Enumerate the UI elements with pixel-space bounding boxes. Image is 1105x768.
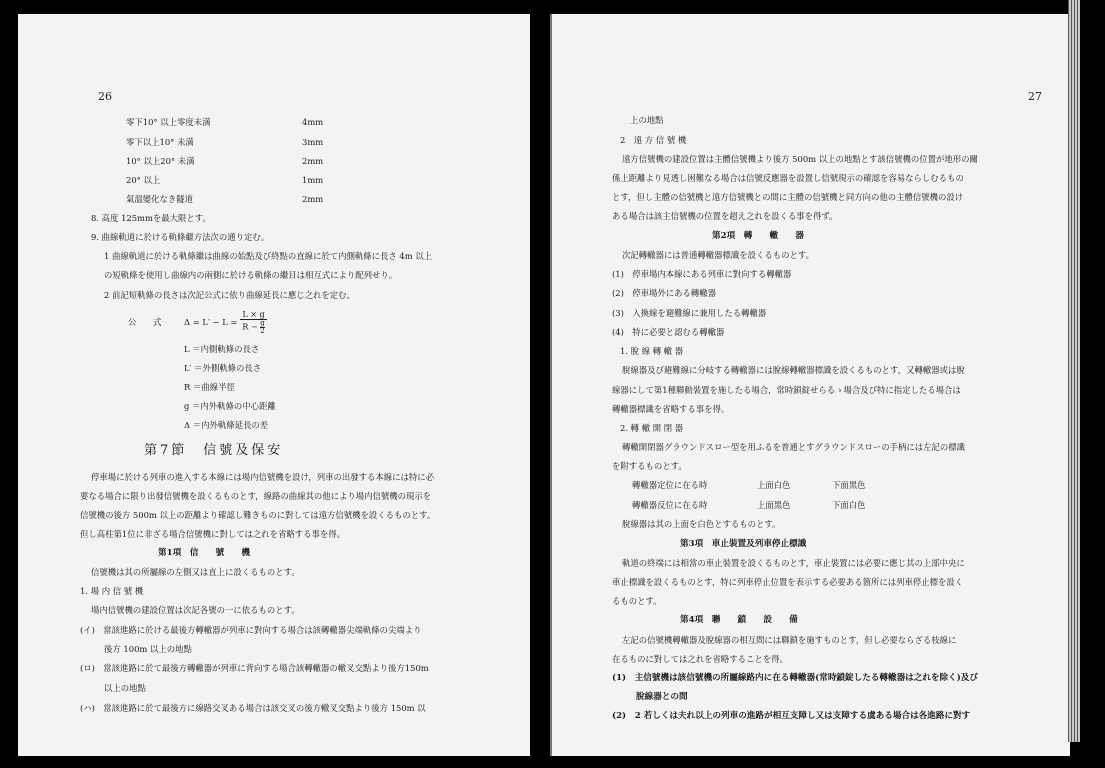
list-item: (ハ) 當該進路に於て最後方に線路交叉ある場合は該交叉の後方轍叉交點より後方 150m 以 [80,703,426,713]
item-9-2: 2 前記短軌條の長さは次記公式に依り曲線延長に應じ之れを定む。 [104,290,355,300]
item-2-heading: 第2項 轉 轍 器 [712,231,804,241]
gate-note: 脫線器は其の上面を白色とするものとす。 [622,519,781,529]
paragraph-line: 但し高柱第1位に非ざる場合信號機に對しては之れを省略する事を得。 [80,529,345,539]
paragraph-line: 車止標識を設くるものとす，特に列車停止位置を表示する必要ある箇所には列車停止標を設く [612,577,964,587]
paragraph-line: 在るものに對しては之れを省略することを得。 [612,654,788,664]
list-item: (1) 主信號機は該信號機の所屬線路内に在る轉轍器(常時鎖錠したる轉轍器は之れを除く)及び [612,673,978,683]
list-item: (3) 入換線を避難線に兼用したる轉轍器 [612,308,767,318]
paragraph-line: 係上距離より見透し困難なる場合は信號反應器を設置し信號現示の確認を容易ならしむるもの [612,173,964,183]
paragraph-line: 要なる場合に限り出發信號機を設くるものとす，線路の曲線其の他により場内信號機の現示を [80,491,432,501]
item-9-1: 1 曲線軌道に於ける軌條繼は曲線の始點及び終點の直線に於て内側軌條に長さ 4m 以上 [104,251,433,261]
list-item: (イ) 當該進路に於ける最後方轉轍器が列車に對向する場合は該轉轍器尖端軌條の尖端より [80,625,422,635]
formula: 公 式 Δ = L′ − L = L × g R − $\frac{g}{2}$ [128,310,265,335]
sub-2-heading: 2 遠 方 信 號 機 [620,135,687,145]
list-item: (4) 特に必要と認むる轉轍器 [612,327,725,337]
section-title: 第7節 信號及保安 [144,443,284,458]
item-3-heading: 第3項 車止裝置及列車停止標識 [680,539,807,549]
definition: Δ ＝内外軌條延長の差 [184,420,269,430]
sub-1-intro: 場内信號機の建設位置は次記各號の一に依るものとす。 [91,605,300,615]
page-number: 27 [1028,90,1042,103]
book-spine [530,14,550,756]
paragraph-line: とす，但し主體の信號機と遠方信號機との間に主體の信號機と同方向の他の主體信號機の設け [612,192,964,202]
paragraph-line: 軌道の終端には相當の車止裝置を設くるものとす，車止裝置には必要に應じ其の上部中央に [622,558,965,568]
temp-row: 氣溫變化なき隧道 2mm [126,194,324,204]
paragraph-line: 轉轍開閉器グラウンドスロー型を用ふるを普通とすグラウンドスローの手柄には左記の標識 [622,442,965,452]
temp-row: 零下10° 以上零度未満 4mm [126,117,324,127]
item-2-intro: 次記轉轍器には普通轉轍器標識を設くるものとす。 [622,250,814,260]
list-item: (2) 2 若しくは夫れ以上の列車の進路が相互支障し又は支障する虞ある場合は各進路に對す [612,711,971,721]
gate-row: 轉轍器定位に在る時 上面白色 下面黑色 [632,480,866,490]
item-1-heading: 第1項 信 號 機 [158,548,250,558]
sub-1-heading: 1. 場 内 信 號 機 [80,586,144,596]
temp-row: 零下以上10° 未満 3mm [126,137,324,147]
right-page [550,14,1070,756]
list-item-cont: 以上の地點 [104,683,146,693]
list-item-cont: 後方 100m 以上の地點 [104,644,192,654]
paragraph-line: 遠方信號機の建設位置は主體信號機より後方 500m 以上の地點とす該信號機の位置が地形の關 [622,154,978,164]
sub-derail-heading: 1. 脫 線 轉 轍 器 [620,346,684,356]
temp-row: 10° 以上20° 未満 2mm [126,156,324,166]
paragraph-line: を附するものとす。 [612,461,687,471]
paragraph-line: 左記の信號機轉轍器及脫線器の相互間には聯鎖を施すものとす，但し必要ならざる枝線に [622,635,957,645]
definition: L ＝内側軌條の長さ [184,344,260,354]
page-number: 26 [98,90,112,103]
page-stack-edge [1068,0,1080,742]
sub-gate-heading: 2. 轉 轍 開 閉 器 [620,423,684,433]
formula-fraction: L × g R − $\frac{g}{2}$ [242,310,265,335]
continuation-line: 上の地點 [630,115,664,125]
definition: R ＝曲線半徑 [184,382,235,392]
definition: L′ ＝外側軌條の長さ [184,363,262,373]
paragraph-line: 停車場に於ける列車の進入する本線には場内信號機を設け，列車の出發する本線には特に必 [91,472,435,482]
item-8: 8. 高度 125mmを最大限とす。 [91,213,211,223]
temp-row: 20° 以上 1mm [126,175,324,185]
list-item: (2) 停車場外にある轉轍器 [612,288,716,298]
item-1-intro: 信號機は其の所屬線の左側又は直上に設くるものとす。 [91,567,300,577]
paragraph-line: 信號機の後方 500m 以上の距離より確認し難きものに對しては遠方信號機を設くるものとす。 [80,510,436,520]
paragraph-line: 轉轍器標識を省略する事を得。 [612,404,730,414]
item-4-heading: 第4項 聯 鎖 設 備 [680,615,798,625]
paragraph-line: 線器にして第1種聯動裝置を施したる場合，常時鎖錠せらるゝ場合及び特に指定したる場合は [612,385,961,395]
list-item: (ロ) 當該進路に於て最後方轉轍器が列車に背向する場合該轉轍器の轍叉交點より後方150m [80,663,429,673]
gate-row: 轉轍器反位に在る時 上面黑色 下面白色 [632,500,866,510]
list-item-cont: 脫線器との間 [636,692,688,702]
list-item: (1) 停車場内本線にある列車に對向する轉轍器 [612,269,792,279]
paragraph-line: るものとす。 [612,596,662,606]
item-9: 9. 曲線軌道に於ける軌條繼方法次の通り定む。 [91,232,270,242]
paragraph-line: ある場合は該主信號機の位置を超え之れを設くる事を得ず。 [612,211,838,221]
paragraph-line: 脫線器及び避難線に分岐する轉轍器には脫線轉轍器標識を設くるものとす，又轉轍器或は脫 [622,365,965,375]
left-page [18,14,530,756]
item-9-1-cont: の短軌條を使用し曲線内の兩側に於ける軌條の繼目は相互式により配列せり。 [104,270,398,280]
definition: g ＝内外軌條の中心距離 [184,401,276,411]
